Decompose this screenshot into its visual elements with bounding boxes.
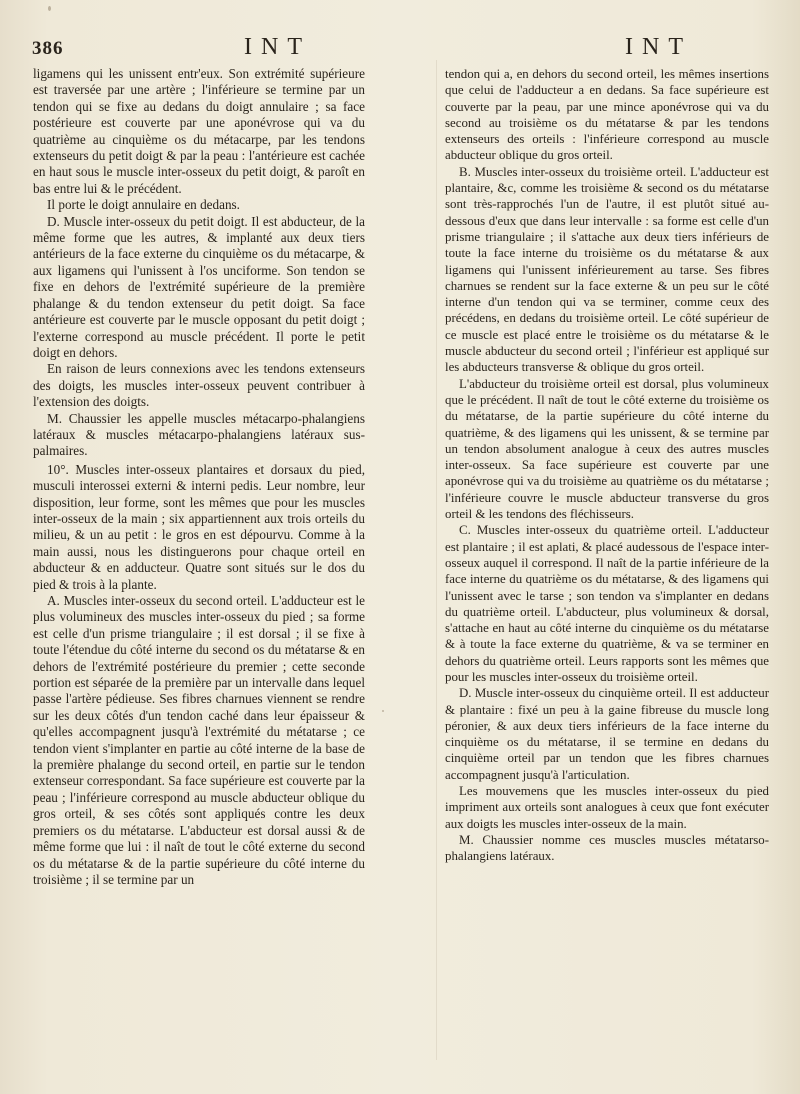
paragraph: M. Chaussier nomme ces muscles muscles métatarso-phalangiens latéraux. (445, 832, 769, 864)
paragraph: D. Muscle inter-osseux du cinquième orteil. Il est adducteur & plantaire : fixé un peu à la gaine fibreuse du muscle long péronier, & aux deux tiers inférieurs de la face interne du cinquième os du métatarse, il se termine en dedans du cinquième orteil par un tendon que les fibres charnues accompagnent jusqu'à l'articulation. (445, 686, 769, 782)
paragraph: L'abducteur du troisième orteil est dorsal, plus volumineux que le précédent. Il naît de tout le côté externe du troisième os du métatarse, de la partie supérieure du côté interne du quatrième, & des ligamens qui les unissent, & se termine par un tendon absolument analogue à ceux des autres muscles inter-osseux. Sa face supérieure est couverte par une aponévrose qui va du troisième au quatrième os du métatarse ; l'inférieure couvre le muscle abducteur transverse du gros orteil & les tendons des fléchisseurs. (445, 376, 769, 522)
paragraph: A. Muscles inter-osseux du second orteil. L'adducteur est le plus volumineux des muscles inter-osseux du pied ; sa forme est celle d'un prisme triangulaire ; il est dorsal ; il se fixe à toute l'étendue du côté interne du second os du métatarse & en dehors de l'extrémité postérieure du premier ; cette seconde portion est séparée de la première par un intervalle dans lequel passe l'artère pédieuse. Ses fibres charnues viennent se rendre sur les deux côtés d'un tendon caché dans leur épaisseur & qu'elles accompagnent jusqu'à l'extrémité du métatarse ; ce tendon vient s'implanter en partie au côté interne de la base de la première phalange du second orteil, en partie sur le tendon extenseur correspondant. Sa face supérieure est couverte par la peau ; l'inférieure correspond au muscle abducteur oblique du gros orteil, & ses côtés sont appliqués contre les deux premiers os du métatarse. L'abducteur est dorsal aussi & de même forme que lui : il naît de tout le côté externe du second os du métatarse & de la partie supérieure du côté interne du troisième ; il se termine par un (33, 593, 365, 887)
left-column (33, 66, 365, 888)
paper-speck (382, 710, 384, 712)
paragraph: B. Muscles inter-osseux du troisième orteil. L'adducteur est plantaire, &c, comme les troisième & second os du métatarse sont très-rapprochés l'un de l'autre, il est plutôt situé au-dessous d'eux que dans leur intervalle : sa forme est celle d'un prisme triangulaire ; il s'attache aux deux tiers inférieurs de toute la face interne du troisième os du métatarse & aux ligamens qui l'unissent inférieurement au tarse. Ses fibres charnues se rendent sur la face externe & un peu sur le côté interne d'un tendon qui va se terminer, comme ceux des précédens, en dedans du troisième orteil. Le côté supérieur de ce muscle est placé entre le troisième os du métatarse & le muscle abducteur du second orteil ; l'inférieur est appliqué sur les abducteurs transverse & oblique du gros orteil. (445, 164, 769, 375)
paragraph: C. Muscles inter-osseux du quatrième orteil. L'adducteur est plantaire ; il est aplati, & placé audessous de l'espace inter-osseux auquel il correspond. Il naît de la partie inférieure de la face interne du quatrième os du métatarse, & des ligamens qui l'unissent avec le tarse ; son tendon va s'implanter en dedans du quatrième orteil. L'abducteur, plus volumineux & dorsal, s'attache en haut au côté interne du cinquième os du métatarse & à toute la face externe du quatrième, & va se terminer en dehors du quatrième orteil. Leurs rapports sont les mêmes que pour les muscles inter-osseux du troisième orteil. (445, 523, 769, 684)
running-head-left: INT (244, 34, 311, 60)
paragraph: Il porte le doigt annulaire en dedans. (47, 197, 240, 213)
paragraph: Les mouvemens que les muscles inter-osseux du pied impriment aux orteils sont analogues à ceux que font exécuter aux doigts les muscles inter-osseux de la main. (445, 784, 769, 831)
page-header (30, 34, 775, 60)
paragraph: D. Muscle inter-osseux du petit doigt. Il est abducteur, de la même forme que les autres, & implanté aux deux tiers antérieurs de la face externe du cinquième os du métacarpe, & aux ligamens qui l'unissent à l'os unciforme. Son tendon se fixe en dehors de l'extrémité supérieure de la première phalange & du tendon extenseur du petit doigt. Sa face antérieure est couverte par le muscle opposant du petit doigt ; l'externe correspond au muscle précédent. Il porte le petit doigt en dehors. (33, 213, 365, 360)
paper-speck (48, 6, 51, 11)
paragraph: En raison de leurs connexions avec les tendons extenseurs des doigts, les muscles inter-osseux peuvent contribuer à l'extension des doigts. (33, 361, 365, 410)
paragraph: M. Chaussier les appelle muscles métacarpo-phalangiens latéraux & muscles métacarpo-phalangiens latéraux sus-palmaires. (33, 410, 365, 459)
page-number: 386 (32, 38, 64, 59)
paragraph: ligamens qui les unissent entr'eux. Son extrémité supérieure est traversée par une artère ; l'inférieure se termine par un tendon qui se fixe au dedans du doigt annulaire ; sa face postérieure est couverte par une aponévrose qui va du quatrième au cinquième os du métacarpe, par les tendons extenseurs du petit doigt & par la peau : l'antérieure est cachée en haut sous le muscle inter-osseux du petit doigt, & paroît en bas entre lui & le précédent. (33, 66, 365, 196)
running-head-right: INT (625, 34, 692, 60)
column-gutter (436, 60, 437, 1060)
section-heading-paragraph: 10°. Muscles inter-osseux plantaires et dorsaux du pied, musculi interossei externi & interni pedis. Leur nombre, leur disposition, leur forme, sont les mêmes que pour les muscles inter-osseux de la main ; six appartiennent aux trois orteils du milieu, & un au petit : le gros en est dépourvu. Comme à la main aussi, nous les distinguerons pour chaque orteil en abducteur & en adducteur. Quatre sont situés sur le dos du pied & trois à la plante. (33, 461, 365, 592)
paragraph: tendon qui a, en dehors du second orteil, les mêmes insertions que celui de l'adducteur a en dedans. Sa face supérieure est couverte par la peau, par une mince aponévrose qui va du second au troisième os du métatarse & par les tendons extenseurs des orteils : l'inférieure correspond au muscle abducteur oblique du gros orteil. (445, 67, 769, 163)
right-column (445, 66, 769, 865)
